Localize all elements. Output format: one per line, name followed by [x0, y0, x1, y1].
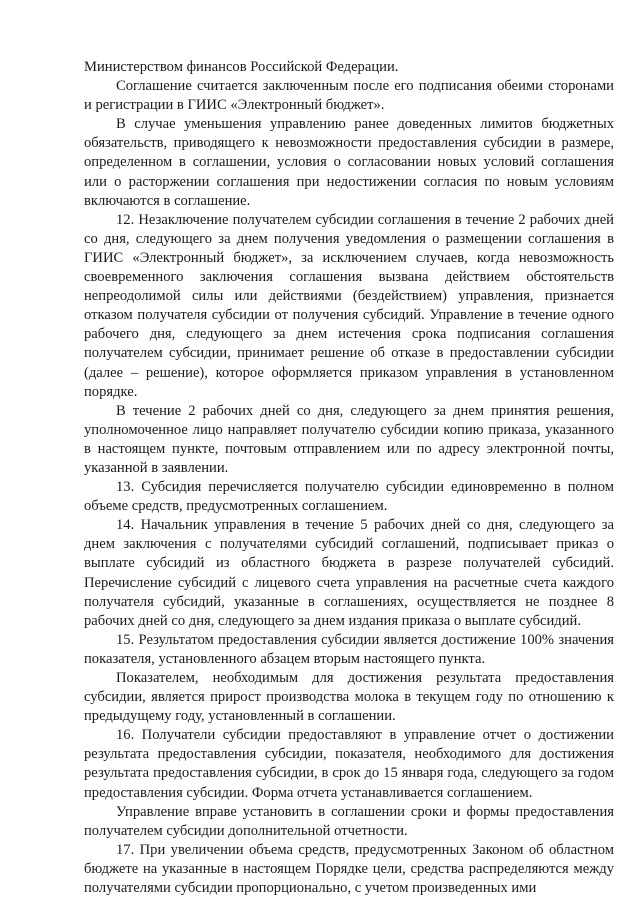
paragraph-item-16: 16. Получатели субсидии предоставляют в управление отчет о достижении результата предоставления субсидии, показателя, необходимого для достижения результата предоставления субсидии, в срок до 15 января года, следующего за годом предоставления субсидии. Форма отчета устанавливается соглашением. [84, 727, 614, 801]
paragraph-additional-reporting: Управление вправе установить в соглашении сроки и формы предоставления получателем субсидии дополнительной отчетности. [84, 803, 614, 839]
paragraph-item-17: 17. При увеличении объема средств, предусмотренных Законом об областном бюджете на указанные в настоящем Порядке цели, средства распределяются между получателями субсидии пропорционально, с учетом произведенных ими [84, 841, 614, 897]
paragraph-limits-reduction: В случае уменьшения управлению ранее доведенных лимитов бюджетных обязательств, приводящего к невозможности предоставления субсидии в размере, определенном в соглашении, условия о согласовании новых условий соглашения или о расторжении соглашения при недостижении согласия по новым условиям включаются в соглашение. [84, 116, 614, 209]
paragraph-order-copy: В течение 2 рабочих дней со дня, следующего за днем принятия решения, уполномоченное лицо направляет получателю субсидии копию приказа, указанного в настоящем пункте, почтовым отправлением или по адресу электронной почты, указанной в заявлении. [84, 402, 614, 476]
paragraph-indicator: Показателем, необходимым для достижения результата предоставления субсидии, является прирост производства молока в текущем году по отношению к предыдущему году, установленный в соглашении. [84, 670, 614, 725]
paragraph-item-13: 13. Субсидия перечисляется получателю субсидии единовременно в полном объеме средств, предусмотренных соглашением. [84, 479, 614, 515]
paragraph-item-15: 15. Результатом предоставления субсидии является достижение 100% значения показателя, установленного абзацем вторым настоящего пункта. [84, 631, 614, 667]
paragraph-item-14: 14. Начальник управления в течение 5 рабочих дней со дня, следующего за днем заключения с получателями субсидий соглашений, подписывает приказ о выплате субсидий из областного бюджета в разрезе получателей субсидий. Перечисление субсидий с лицевого счета управления на расчетные счета каждого получателя субсидий, указанные в соглашениях, осуществляется не позднее 8 рабочих дней со дня, следующего за днем издания приказа о выплате субсидий. [84, 517, 614, 629]
paragraph-item-12: 12. Незаключение получателем субсидии соглашения в течение 2 рабочих дней со дня, следующего за днем получения уведомления о размещении соглашения в ГИИС «Электронный бюджет», за исключением случаев, когда невозможность своевременного заключения соглашения вызвана действием обстоятельств непреодолимой силы или действиями (бездействием) управления, признается отказом получателя субсидии от получения субсидий. Управление в течение одного рабочего дня, следующего за днем истечения срока подписания соглашения получателем субсидии, принимает решение об отказе в предоставлении субсидии (далее – решение), которое оформляется приказом управления в установленном порядке. [84, 211, 614, 400]
paragraph-agreement-conclusion: Соглашение считается заключенным после его подписания обеими сторонами и регистрации в ГИИС «Электронный бюджет». [84, 78, 614, 114]
paragraph-continuation: Министерством финансов Российской Федерации. [84, 59, 399, 75]
